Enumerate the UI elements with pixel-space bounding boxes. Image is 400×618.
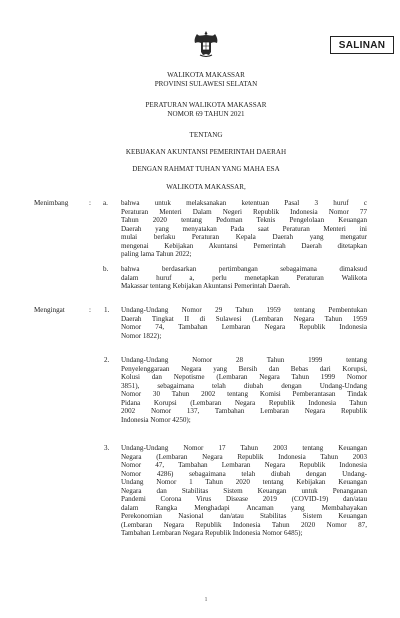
text-line: Negara (Lembaran Negara Republik Indonesia Tahun 2003 [121,452,367,461]
mengingat-item-3 [121,444,367,538]
mengingat-colon: : [89,306,91,314]
text-line: bahwa berdasarkan pertimbangan sebagaimana dimaksud [121,265,367,273]
text-line: Undang-Undang Nomor 28 Tahun 1999 tentang [121,356,367,364]
issuer-title: WALIKOTA MAKASSAR [167,71,245,79]
garuda-emblem-icon [192,28,220,60]
mengingat-marker-2: 2. [104,356,110,364]
text-line: Kolusi dan Nepotisme (Lembaran Negara Tahun 1999 Nomor [121,373,367,381]
text-line: Undang Nomor 1 Tahun 2020 tentang Kebijakan Keuangan [121,478,367,486]
text-line: dalam Rangka Menghadapi Ancaman yang Membahayakan [121,503,367,512]
text-line: Daerah yang menyatakan Pada saat Peraturan Menteri ini [121,224,367,233]
text-line: 3851), sebagaimana telah diubah dengan Undang-Undang [121,381,367,390]
text-line: Nomor 30 Tahun 2002 tentang Komisi Pemberantasan Tindak [121,390,367,398]
text-line: Peraturan Menteri Dalam Negeri Republik Indonesia Nomor 77 [121,207,367,216]
regulation-type: PERATURAN WALIKOTA MAKASSAR [145,101,267,109]
text-line: Daerah Tingkat II di Sulawesi (Lembaran Negara Tahun 1959 [121,314,367,323]
text-line: (Lembaran Negara Republik Indonesia Tahun 2020 Nomor 87, [121,520,367,529]
blessing-line: DENGAN RAHMAT TUHAN YANG MAHA ESA [132,165,280,173]
menimbang-item-b [121,265,367,291]
text-line: dalam huruf a, perlu menetapkan Peraturan Walikota [121,273,367,282]
text-line: mulai berlaku Peraturan Kepala Daerah yang mengatur [121,233,367,241]
text-line: Pidana Korupsi (Lembaran Negara Republik Indonesia Tahun [121,398,367,407]
text-line: Tambahan Lembaran Negara Republik Indonesia Nomor 6485); [121,529,303,537]
regulation-number: NOMOR 69 TAHUN 2021 [167,110,245,118]
text-line: Indonesia Nomor 4250); [121,415,191,424]
text-line: mengenai Kebijakan Akuntansi Pemerintah Daerah ditetapkan [121,241,367,250]
text-line: Nomor 74, Tambahan Lembaran Negara Republik Indonesia [121,323,367,331]
text-line: Perekonomian Nasional dan/atau Stabilitas Sistem Keuangan [121,512,367,520]
menimbang-marker-b: b. [103,265,109,273]
text-line: Nomor 1822); [121,331,162,340]
text-line: Penyelenggaraan Negara yang Bersih dan Bebas dari Korupsi, [121,364,367,373]
text-line: Undang-Undang Nomor 17 Tahun 2003 tentang Keuangan [121,444,367,452]
text-line: Nomor 47, Tambahan Lembaran Negara Republik Indonesia [121,461,367,469]
text-line: 2002 Nomor 137, Tambahan Lembaran Negara Republik [121,407,367,415]
issuer-line: WALIKOTA MAKASSAR, [166,183,246,191]
about-label: TENTANG [189,131,223,139]
salinan-stamp: SALINAN [330,36,394,54]
text-line: bahwa untuk melaksanakan ketentuan Pasal 3 huruf c [121,199,367,207]
text-line: Pandemi Corona Virus Disease 2019 (COVID-19) dan/atau [121,495,367,503]
mengingat-item-2 [121,356,367,424]
menimbang-item-a [121,199,367,259]
text-line: Tahun 2020 tentang Pedoman Teknis Pengelolaan Keuangan [121,216,367,224]
text-line: paling lama Tahun 2022; [121,250,192,258]
menimbang-colon: : [89,199,91,207]
text-line: Undang-Undang Nomor 29 Tahun 1959 tentang Pembentukan [121,306,367,314]
regulation-subject: KEBIJAKAN AKUNTANSI PEMERINTAH DAERAH [125,148,287,156]
mengingat-marker-3: 3. [104,444,110,452]
mengingat-item-1 [121,306,367,340]
menimbang-label: Menimbang [34,199,69,207]
text-line: Nomor 4286) sebagaimana telah diubah dengan Undang- [121,469,367,478]
menimbang-marker-a: a. [103,199,108,207]
province-title: PROVINSI SULAWESI SELATAN [154,80,258,88]
text-line: Negara dan Stabilitas Sistem Keuangan untuk Penanganan [121,486,367,495]
page-number: 1 [204,597,208,603]
text-line: Makassar tentang Kebijakan Akuntansi Pemerintah Daerah. [121,282,291,290]
mengingat-marker-1: 1. [104,306,110,314]
mengingat-label: Mengingat [34,306,65,314]
